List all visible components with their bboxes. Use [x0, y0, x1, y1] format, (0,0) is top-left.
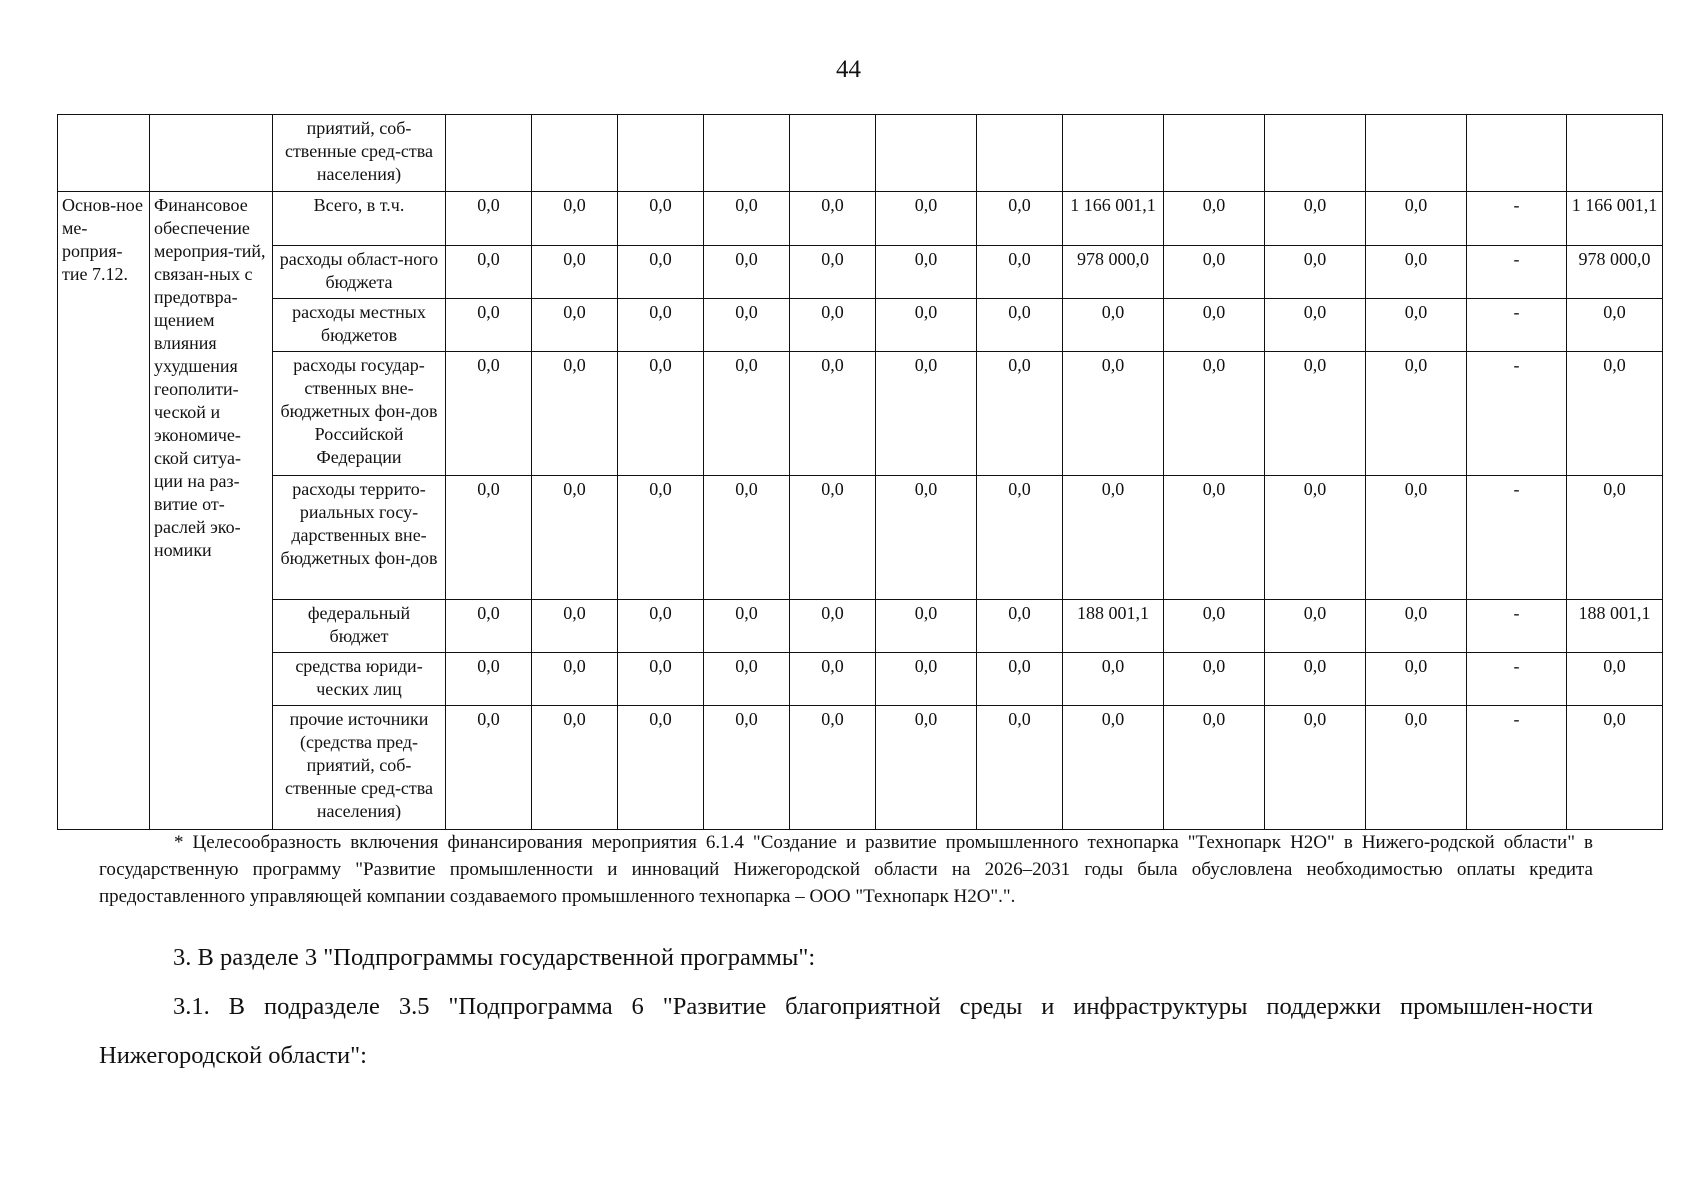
- value-cell: 0,0: [977, 476, 1063, 600]
- value-cell: 0,0: [1265, 600, 1366, 653]
- value-cell: 0,0: [876, 192, 977, 246]
- value-cell: 0,0: [618, 476, 704, 600]
- table-row: [58, 476, 1663, 600]
- value-cell: 0,0: [1567, 299, 1663, 352]
- value-cell: 0,0: [704, 246, 790, 299]
- value-cell: 0,0: [876, 600, 977, 653]
- value-cell: -: [1467, 706, 1567, 830]
- value-cell: 0,0: [704, 192, 790, 246]
- financing-table: [57, 114, 1663, 830]
- value-cell: 0,0: [446, 600, 532, 653]
- value-cell: 0,0: [446, 653, 532, 706]
- source-cell: средства юриди-ческих лиц: [273, 653, 446, 706]
- value-cell: 0,0: [1567, 706, 1663, 830]
- value-cell: 0,0: [1164, 706, 1265, 830]
- value-cell: 0,0: [876, 352, 977, 476]
- value-cell: 0,0: [704, 299, 790, 352]
- value-cell: 0,0: [1366, 600, 1467, 653]
- value-cell: 0,0: [618, 192, 704, 246]
- value-cell: 0,0: [977, 299, 1063, 352]
- value-cell: 0,0: [790, 352, 876, 476]
- paragraph-subsection-3-1: 3.1. В подразделе 3.5 "Подпрограмма 6 "Развитие благоприятной среды и инфраструктуры поддержки промышлен-ности Нижегородской области":: [99, 993, 1593, 1069]
- value-cell: 0,0: [1164, 476, 1265, 600]
- value-cell: 0,0: [790, 299, 876, 352]
- measure-code-cell: Основ-ное ме-роприя-тие 7.12.: [58, 192, 150, 830]
- value-cell: 0,0: [1366, 476, 1467, 600]
- value-cell: 188 001,1: [1567, 600, 1663, 653]
- value-cell: 0,0: [1063, 706, 1164, 830]
- table-row: [58, 246, 1663, 299]
- value-cell: 0,0: [618, 600, 704, 653]
- value-cell: 0,0: [790, 653, 876, 706]
- value-cell: 0,0: [977, 706, 1063, 830]
- value-cell: 0,0: [790, 246, 876, 299]
- value-cell: 0,0: [446, 706, 532, 830]
- page-number: 44: [836, 56, 861, 83]
- value-cell: -: [1467, 476, 1567, 600]
- value-cell: 0,0: [977, 192, 1063, 246]
- value-cell: 0,0: [790, 476, 876, 600]
- value-cell: 0,0: [1063, 299, 1164, 352]
- source-cell: расходы област-ного бюджета: [273, 246, 446, 299]
- value-cell: 0,0: [618, 653, 704, 706]
- value-cell: 0,0: [446, 352, 532, 476]
- value-cell: 0,0: [532, 706, 618, 830]
- value-cell: 0,0: [532, 476, 618, 600]
- continued-row: [58, 115, 1663, 192]
- source-cell: расходы государ-ственных вне-бюджетных фон-дов Российской Федерации: [273, 352, 446, 476]
- table-row: [58, 653, 1663, 706]
- paragraph-section-3: 3. В разделе 3 "Подпрограммы государственной программы":: [173, 944, 816, 971]
- value-cell: 0,0: [1567, 653, 1663, 706]
- value-cell: 0,0: [1265, 706, 1366, 830]
- value-cell: 0,0: [1366, 352, 1467, 476]
- value-cell: 0,0: [532, 600, 618, 653]
- value-cell: 0,0: [876, 476, 977, 600]
- value-cell: 0,0: [1366, 653, 1467, 706]
- value-cell: 0,0: [1164, 246, 1265, 299]
- value-cell: 0,0: [1265, 476, 1366, 600]
- value-cell: -: [1467, 299, 1567, 352]
- value-cell: 978 000,0: [1063, 246, 1164, 299]
- value-cell: 0,0: [446, 246, 532, 299]
- value-cell: 0,0: [876, 706, 977, 830]
- source-cell: Всего, в т.ч.: [273, 192, 446, 246]
- value-cell: 0,0: [1366, 246, 1467, 299]
- value-cell: 0,0: [1366, 706, 1467, 830]
- value-cell: 0,0: [704, 476, 790, 600]
- value-cell: 0,0: [876, 653, 977, 706]
- value-cell: 0,0: [1063, 352, 1164, 476]
- footnote: * Целесообразность включения финансирования мероприятия 6.1.4 "Создание и развитие промышленного технопарка "Технопарк Н2О" в Нижего-родской области" в государственную программу "Развитие промышленности и инноваций Нижегородской области на 2026–2031 годы была обусловлена необходимостью оплаты кредита предоставленного управляющей компании создаваемого промышленного технопарка – ООО "Технопарк Н2О".".: [99, 832, 1593, 907]
- value-cell: -: [1467, 653, 1567, 706]
- value-cell: 0,0: [977, 352, 1063, 476]
- value-cell: 0,0: [532, 192, 618, 246]
- value-cell: 1 166 001,1: [1063, 192, 1164, 246]
- value-cell: 0,0: [704, 600, 790, 653]
- value-cell: 0,0: [704, 653, 790, 706]
- value-cell: -: [1467, 192, 1567, 246]
- code-cell-empty: [58, 115, 150, 192]
- value-cell: 0,0: [532, 299, 618, 352]
- value-cell: 978 000,0: [1567, 246, 1663, 299]
- value-cell: -: [1467, 352, 1567, 476]
- value-cell: 0,0: [977, 246, 1063, 299]
- value-cell: 0,0: [790, 192, 876, 246]
- value-cell: 0,0: [876, 246, 977, 299]
- value-cell: 0,0: [618, 352, 704, 476]
- source-cell: прочие источники (средства пред-приятий, соб-ственные сред-ства населения): [273, 706, 446, 830]
- source-cell: расходы местных бюджетов: [273, 299, 446, 352]
- value-cell: 0,0: [977, 653, 1063, 706]
- value-cell: 0,0: [1567, 476, 1663, 600]
- value-cell: 0,0: [1063, 653, 1164, 706]
- value-cell: 0,0: [1265, 653, 1366, 706]
- value-cell: 0,0: [1164, 299, 1265, 352]
- value-cell: 0,0: [618, 706, 704, 830]
- value-cell: 0,0: [704, 352, 790, 476]
- table-row: [58, 299, 1663, 352]
- source-cell: федеральный бюджет: [273, 600, 446, 653]
- value-cell: 0,0: [1164, 653, 1265, 706]
- value-cell: -: [1467, 246, 1567, 299]
- value-cell: 0,0: [1265, 352, 1366, 476]
- value-cell: 0,0: [446, 299, 532, 352]
- value-cell: 0,0: [446, 476, 532, 600]
- value-cell: 1 166 001,1: [1567, 192, 1663, 246]
- value-cell: 0,0: [1164, 600, 1265, 653]
- value-cell: 0,0: [1265, 192, 1366, 246]
- value-cell: 0,0: [1366, 192, 1467, 246]
- value-cell: 0,0: [446, 192, 532, 246]
- table-row: [58, 600, 1663, 653]
- value-cell: 0,0: [532, 352, 618, 476]
- value-cell: -: [1467, 600, 1567, 653]
- value-cell: 0,0: [790, 706, 876, 830]
- value-cell: 0,0: [1567, 352, 1663, 476]
- value-cell: 0,0: [1164, 192, 1265, 246]
- value-cell: 0,0: [532, 653, 618, 706]
- value-cell: 0,0: [1366, 299, 1467, 352]
- value-cell: 0,0: [1063, 476, 1164, 600]
- value-cell: 0,0: [977, 600, 1063, 653]
- source-cell: расходы террито-риальных госу-дарственных вне-бюджетных фон-дов: [273, 476, 446, 600]
- value-cell: 0,0: [790, 600, 876, 653]
- value-cell: 0,0: [532, 246, 618, 299]
- value-cell: 0,0: [876, 299, 977, 352]
- table-row: [58, 192, 1663, 246]
- source-cell: приятий, соб-ственные сред-ства населения): [273, 115, 446, 192]
- value-cell: 0,0: [704, 706, 790, 830]
- value-cell: 0,0: [1265, 299, 1366, 352]
- table-row: [58, 352, 1663, 476]
- value-cell: 188 001,1: [1063, 600, 1164, 653]
- name-cell-empty: [150, 115, 273, 192]
- value-cell: 0,0: [618, 246, 704, 299]
- value-cell: 0,0: [618, 299, 704, 352]
- value-cell: 0,0: [1164, 352, 1265, 476]
- table-row: [58, 706, 1663, 830]
- value-cell: 0,0: [1265, 246, 1366, 299]
- measure-name-cell: Финансовое обеспечение мероприя-тий, связан-ных с предотвра-щением влияния ухудшения геополити-ческой и экономиче-ской ситуа-ции на раз-витие от-раслей эко-номики: [150, 192, 273, 830]
